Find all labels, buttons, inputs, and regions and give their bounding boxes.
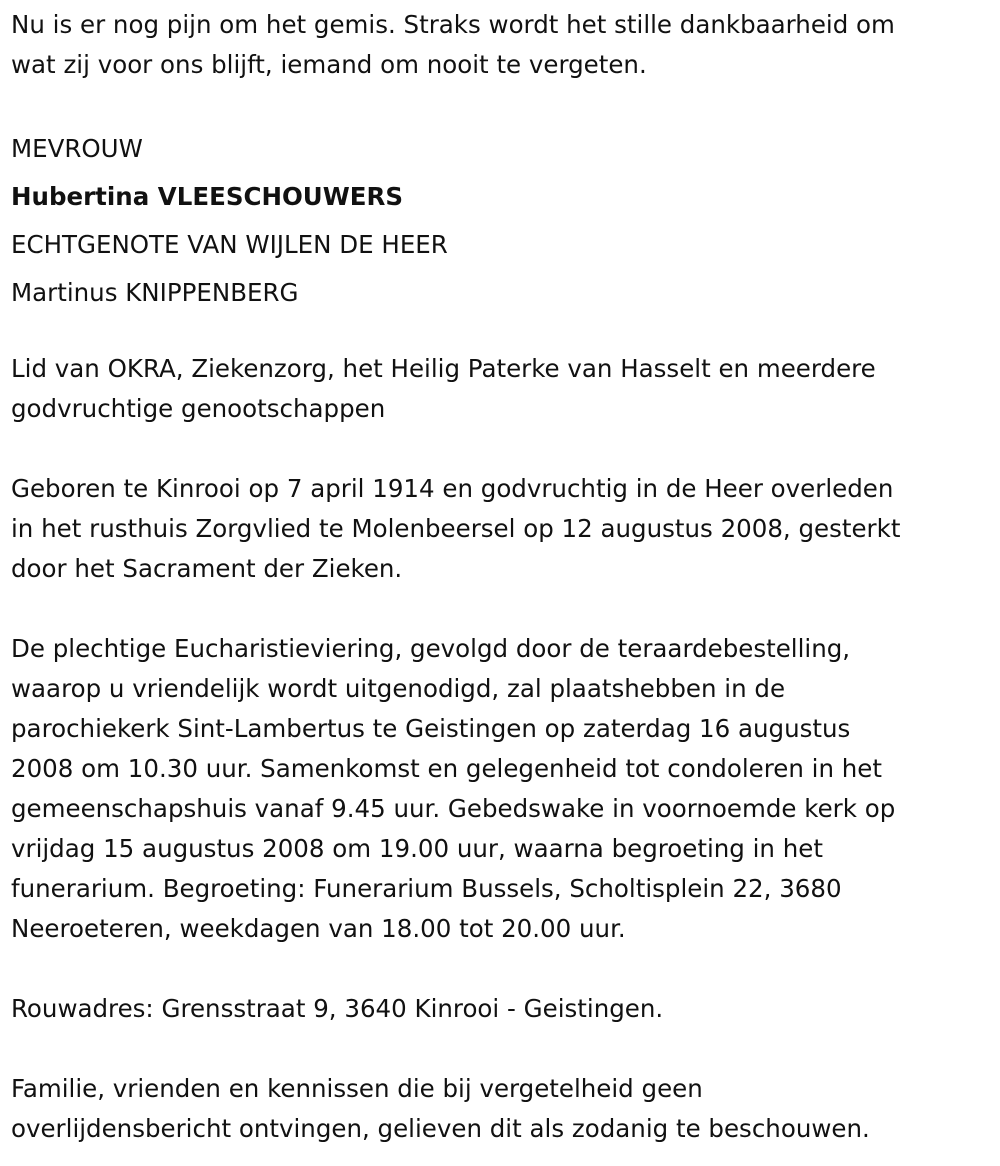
membership-line: Lid van OKRA, Ziekenzorg, het Heilig Paterke van Hasselt en meerdere bbox=[11, 354, 876, 383]
spouse-name: Martinus KNIPPENBERG bbox=[11, 278, 299, 307]
paragraph-gap bbox=[11, 1029, 986, 1069]
title-prefix: MEVROUW bbox=[11, 134, 143, 163]
deceased-header bbox=[11, 125, 986, 317]
obituary-document bbox=[11, 5, 986, 1149]
relation-line: ECHTGENOTE VAN WIJLEN DE HEER bbox=[11, 230, 448, 259]
paragraph-gap bbox=[11, 317, 986, 349]
ceremony-paragraph bbox=[11, 629, 986, 949]
paragraph-gap bbox=[11, 429, 986, 469]
paragraph-gap bbox=[11, 85, 986, 125]
birth-death-line: door het Sacrament der Zieken. bbox=[11, 554, 403, 583]
paragraph-gap bbox=[11, 589, 986, 629]
intro-paragraph bbox=[11, 5, 986, 85]
ceremony-line: De plechtige Eucharistieviering, gevolgd door de teraardebestelling, bbox=[11, 634, 851, 663]
ceremony-line: gemeenschapshuis vanaf 9.45 uur. Gebedswake in voornoemde kerk op bbox=[11, 794, 896, 823]
ceremony-line: parochiekerk Sint-Lambertus te Geistingen op zaterdag 16 augustus bbox=[11, 714, 851, 743]
address-line: Rouwadres: Grensstraat 9, 3640 Kinrooi - Geistingen. bbox=[11, 994, 664, 1023]
ceremony-line: Neeroeteren, weekdagen van 18.00 tot 20.00 uur. bbox=[11, 914, 626, 943]
address-paragraph bbox=[11, 989, 986, 1029]
closing-line: overlijdensbericht ontvingen, gelieven dit als zodanig te beschouwen. bbox=[11, 1114, 870, 1143]
deceased-name: Hubertina VLEESCHOUWERS bbox=[11, 182, 403, 211]
paragraph-gap bbox=[11, 949, 986, 989]
closing-line: Familie, vrienden en kennissen die bij vergetelheid geen bbox=[11, 1074, 703, 1103]
ceremony-line: 2008 om 10.30 uur. Samenkomst en gelegenheid tot condoleren in het bbox=[11, 754, 882, 783]
membership-line: godvruchtige genootschappen bbox=[11, 394, 386, 423]
ceremony-line: waarop u vriendelijk wordt uitgenodigd, zal plaatshebben in de bbox=[11, 674, 786, 703]
ceremony-line: funerarium. Begroeting: Funerarium Bussels, Scholtisplein 22, 3680 bbox=[11, 874, 842, 903]
birth-death-line: in het rusthuis Zorgvlied te Molenbeersel op 12 augustus 2008, gesterkt bbox=[11, 514, 901, 543]
ceremony-line: vrijdag 15 augustus 2008 om 19.00 uur, waarna begroeting in het bbox=[11, 834, 823, 863]
closing-paragraph bbox=[11, 1069, 986, 1149]
birth-death-line: Geboren te Kinrooi op 7 april 1914 en godvruchtig in de Heer overleden bbox=[11, 474, 894, 503]
intro-line: wat zij voor ons blijft, iemand om nooit te vergeten. bbox=[11, 50, 647, 79]
intro-line: Nu is er nog pijn om het gemis. Straks wordt het stille dankbaarheid om bbox=[11, 10, 895, 39]
membership-paragraph bbox=[11, 349, 986, 429]
birth-death-paragraph bbox=[11, 469, 986, 589]
